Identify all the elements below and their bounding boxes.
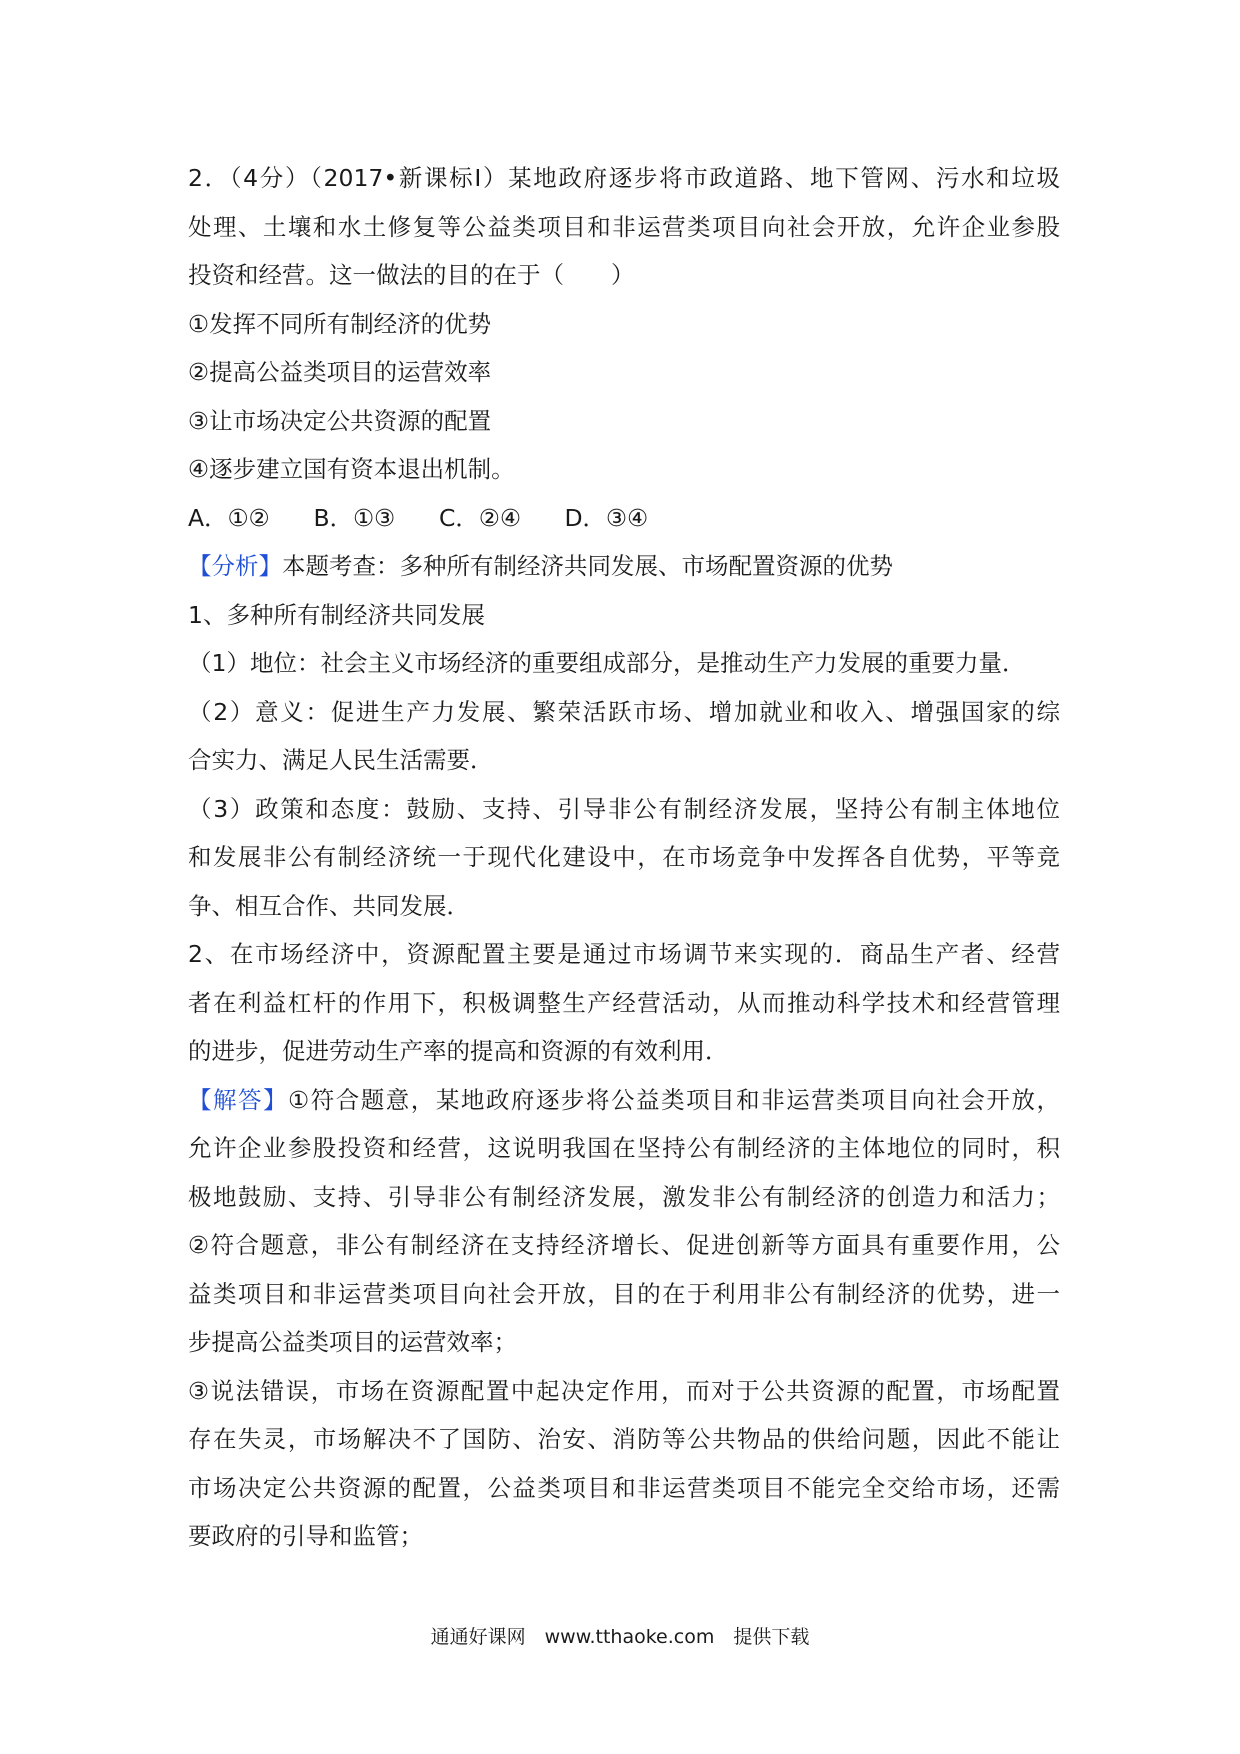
answer-line: 允许企业参股投资和经营，这说明我国在坚持公有制经济的主体地位的同时，积 bbox=[188, 1134, 1060, 1162]
statement-2: ②提高公益类项目的运营效率 bbox=[188, 358, 492, 386]
document-body bbox=[188, 154, 1060, 1561]
analysis-line: （2）意义：促进生产力发展、繁荣活跃市场、增加就业和收入、增强国家的综 bbox=[188, 697, 1060, 726]
answer-options bbox=[188, 494, 1060, 543]
option-d: D．③④ bbox=[564, 503, 649, 532]
analysis-line: 争、相互合作、共同发展． bbox=[188, 891, 470, 920]
analysis-line: 的进步，促进劳动生产率的提高和资源的有效利用． bbox=[188, 1037, 729, 1065]
option-c: C．②④ bbox=[438, 503, 522, 532]
page-footer: 通通好课网 www.tthaoke.com 提供下载 bbox=[430, 1626, 810, 1648]
analysis-line: （3）政策和态度：鼓励、支持、引导非公有制经济发展，坚持公有制主体地位 bbox=[188, 794, 1060, 823]
analysis-line: 2、在市场经济中，资源配置主要是通过市场调节来实现的．商品生产者、经营 bbox=[188, 940, 1060, 968]
answer-line: 要政府的引导和监管； bbox=[188, 1522, 423, 1550]
answer-line: ②符合题意，非公有制经济在支持经济增长、促进创新等方面具有重要作用，公 bbox=[188, 1231, 1060, 1259]
option-a: A．①② bbox=[188, 503, 270, 532]
answer-tag: 【解答】 bbox=[188, 1085, 289, 1114]
analysis-line: 者在利益杠杆的作用下，积极调整生产经营活动，从而推动科学技术和经营管理 bbox=[188, 988, 1060, 1017]
answer-line: 益类项目和非运营类项目向社会开放，目的在于利用非公有制经济的优势，进一 bbox=[188, 1279, 1060, 1308]
analysis-line: 和发展非公有制经济统一于现代化建设中，在市场竞争中发挥各自优势，平等竞 bbox=[188, 843, 1060, 871]
statement-1: ①发挥不同所有制经济的优势 bbox=[188, 309, 492, 338]
analysis-line: 合实力、满足人民生活需要． bbox=[188, 746, 494, 774]
answer-line: 步提高公益类项目的运营效率； bbox=[188, 1328, 517, 1356]
answer-line: 存在失灵，市场解决不了国防、治安、消防等公共物品的供给问题，因此不能让 bbox=[188, 1425, 1060, 1453]
analysis-tag: 【分析】 bbox=[188, 552, 282, 580]
answer-line: ③说法错误，市场在资源配置中起决定作用，而对于公共资源的配置，市场配置 bbox=[188, 1376, 1060, 1405]
analysis-intro: 本题考查：多种所有制经济共同发展、市场配置资源的优势 bbox=[282, 552, 893, 580]
answer-line: 市场决定公共资源的配置，公益类项目和非运营类项目不能完全交给市场，还需 bbox=[188, 1473, 1060, 1502]
answer-line: 极地鼓励、支持、引导非公有制经济发展，激发非公有制经济的创造力和活力； bbox=[188, 1182, 1060, 1211]
statement-3: ③让市场决定公共资源的配置 bbox=[188, 406, 492, 435]
answer-first-line: ①符合题意，某地政府逐步将公益类项目和非运营类项目向社会开放， bbox=[288, 1085, 1060, 1114]
question-line-3: 投资和经营。这一做法的目的在于（ ） bbox=[188, 261, 635, 289]
question-line-1: 2．（4分）（2017•新课标Ⅰ）某地政府逐步将市政道路、地下管网、污水和垃圾 bbox=[188, 164, 1060, 192]
question-line-2: 处理、土壤和水土修复等公益类项目和非运营类项目向社会开放，允许企业参股 bbox=[188, 212, 1060, 241]
statement-4: ④逐步建立国有资本退出机制。 bbox=[188, 455, 515, 483]
option-b: B．①③ bbox=[313, 503, 396, 532]
analysis-line: 1、多种所有制经济共同发展 bbox=[188, 600, 485, 629]
answer-heading bbox=[188, 1076, 1060, 1125]
analysis-heading bbox=[188, 542, 1060, 591]
analysis-line: （1）地位：社会主义市场经济的重要组成部分，是推动生产力发展的重要力量． bbox=[188, 649, 1026, 677]
